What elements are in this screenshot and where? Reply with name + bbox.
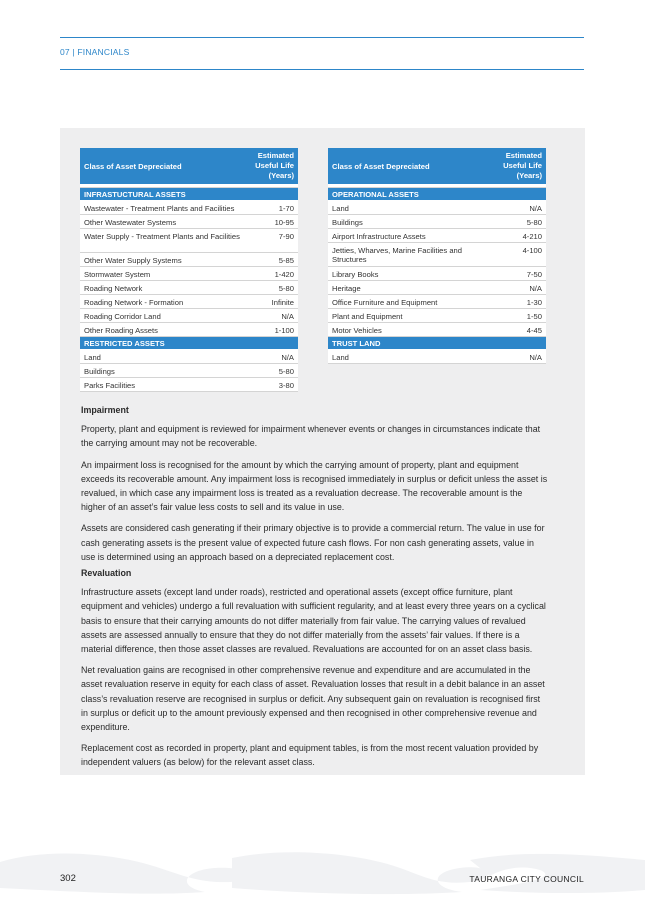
group-title-restricted: RESTRICTED ASSETS: [80, 336, 298, 349]
col-header-life-line3: (Years): [516, 171, 542, 180]
table-row: [80, 200, 298, 214]
table-row: [80, 377, 298, 391]
asset-life: N/A: [496, 200, 546, 214]
table-row: [328, 308, 546, 322]
left-asset-table: [80, 148, 298, 392]
table-row: [328, 242, 546, 266]
asset-life: 1-100: [248, 322, 298, 336]
impairment-paragraph-2: An impairment loss is recognised for the amount by which the carrying amount of property, plant and equipment exceeds its recoverable amount. Any impairment loss is recognised immediately in surplus or deficit unless the asset is revalued, in which case any impairment loss is treated as a revaluation decrease. The recoverable amount is the higher of an asset’s fair value less costs to sell and its value in use.: [81, 459, 548, 513]
table-row: [80, 294, 298, 308]
table-row: [328, 200, 546, 214]
footer-wave-decoration: [0, 848, 645, 898]
table-header-row: [328, 148, 546, 184]
table-row: [80, 322, 298, 336]
table-row: [328, 228, 546, 242]
page-number: 302: [60, 873, 76, 884]
council-name: TAURANGA CITY COUNCIL: [469, 874, 584, 884]
table-row: [80, 214, 298, 228]
col-header-life-line1: Estimated: [257, 151, 294, 160]
impairment-heading: Impairment: [81, 405, 129, 415]
asset-name: Water Supply - Treatment Plants and Facilities: [80, 228, 248, 252]
right-asset-table: [328, 148, 546, 364]
asset-name: Other Roading Assets: [80, 322, 248, 336]
impairment-section: [81, 403, 549, 571]
group-row: [80, 336, 298, 349]
table-row: [328, 294, 546, 308]
group-title-infrastructural: INFRASTUCTURAL ASSETS: [80, 187, 298, 200]
impairment-paragraph-1: Property, plant and equipment is reviewed for impairment whenever events or changes in circumstances indicate that the carrying amount may not be recoverable.: [81, 424, 541, 449]
header-rule-bottom: [60, 69, 584, 70]
table-row: [80, 363, 298, 377]
header-rule-top: [60, 37, 584, 38]
group-row: [80, 187, 298, 200]
col-header-life-line3: (Years): [268, 171, 294, 180]
section-label: 07 | FINANCIALS: [60, 47, 130, 57]
col-header-life: [496, 148, 546, 184]
revaluation-paragraph-2: Net revaluation gains are recognised in other comprehensive revenue and expenditure and are accumulated in the asset revaluation reserve in equity for each class of asset. Revaluation losses that result in a debit balance in an asset class’s revaluation reserve are recognised in surplus or deficit. Any subsequent gain on revaluation is recognised first in surplus or deficit up to the amount previously expensed and then recognised in other comprehensive revenue and expenditure.: [81, 665, 545, 733]
asset-name: Land: [80, 349, 248, 363]
col-header-class: Class of Asset Depreciated: [80, 148, 248, 184]
group-title-operational: OPERATIONAL ASSETS: [328, 187, 546, 200]
asset-life: N/A: [496, 280, 546, 294]
asset-name: Land: [328, 200, 496, 214]
col-header-life-line2: Useful Life: [503, 161, 542, 170]
asset-name: Other Water Supply Systems: [80, 252, 248, 266]
asset-name: Plant and Equipment: [328, 308, 496, 322]
asset-life: 4-45: [496, 322, 546, 336]
table-row: [328, 214, 546, 228]
asset-name: Buildings: [328, 214, 496, 228]
asset-life: 7-50: [496, 266, 546, 280]
asset-life: 3-80: [248, 377, 298, 391]
asset-name: Wastewater - Treatment Plants and Facilities: [80, 200, 248, 214]
asset-life: 5-80: [248, 280, 298, 294]
asset-life: N/A: [248, 349, 298, 363]
group-row: [328, 336, 546, 349]
asset-life: 1-70: [248, 200, 298, 214]
table-row: [80, 349, 298, 363]
asset-life: 4-210: [496, 228, 546, 242]
asset-name: Stormwater System: [80, 266, 248, 280]
asset-life: 5-80: [496, 214, 546, 228]
revaluation-section: [81, 566, 549, 777]
asset-life: 1-30: [496, 294, 546, 308]
table-row: [328, 280, 546, 294]
group-row: [328, 187, 546, 200]
table-row: [80, 252, 298, 266]
asset-life: 7-90: [248, 228, 298, 252]
asset-life: 5-80: [248, 363, 298, 377]
asset-name: Buildings: [80, 363, 248, 377]
impairment-paragraph-3: Assets are considered cash generating if their primary objective is to provide a commercial return. The value in use for cash generating assets is the present value of expected future cash flows. For non cash generating assets, value in use is determined using an approach based on a depreciated replacement cost.: [81, 523, 545, 562]
group-title-trust-land: TRUST LAND: [328, 336, 546, 349]
asset-name: Office Furniture and Equipment: [328, 294, 496, 308]
table-row: [328, 322, 546, 336]
asset-name: Parks Facilities: [80, 377, 248, 391]
revaluation-heading: Revaluation: [81, 568, 132, 578]
asset-life: N/A: [496, 349, 546, 363]
asset-name: Land: [328, 349, 496, 363]
asset-name: Roading Corridor Land: [80, 308, 248, 322]
table-row: [80, 266, 298, 280]
revaluation-paragraph-1: Infrastructure assets (except land under roads), restricted and operational assets (except office furniture, plant equipment and vehicles) undergo a full revaluation with sufficient regularity, and at least every three years on a cyclical basis to ensure that their carrying amounts do not differ materially from fair value. The carrying values of revalued assets are assessed annually to ensure that they do not differ materially from the assets’ fair values. If there is a material difference, then those asset classes are revalued. Revaluations are accounted for on an asset class basis.: [81, 587, 546, 655]
revaluation-paragraph-3: Replacement cost as recorded in property, plant and equipment tables, is from the most recent valuation provided by independent valuers (as below) for the relevant asset class.: [81, 743, 539, 768]
asset-name: Motor Vehicles: [328, 322, 496, 336]
asset-life: 4-100: [496, 242, 546, 266]
asset-name: Roading Network: [80, 280, 248, 294]
asset-life: 1-50: [496, 308, 546, 322]
asset-name: Heritage: [328, 280, 496, 294]
col-header-life-line2: Useful Life: [255, 161, 294, 170]
col-header-life: [248, 148, 298, 184]
asset-life: Infinite: [248, 294, 298, 308]
asset-name: Library Books: [328, 266, 496, 280]
asset-life: 10-95: [248, 214, 298, 228]
table-row: [80, 280, 298, 294]
asset-life: N/A: [248, 308, 298, 322]
col-header-life-line1: Estimated: [505, 151, 542, 160]
table-row: [328, 349, 546, 363]
table-row: [80, 228, 298, 252]
table-row: [80, 308, 298, 322]
asset-name: Jetties, Wharves, Marine Facilities and Structures: [328, 242, 496, 266]
asset-life: 1-420: [248, 266, 298, 280]
table-row: [328, 266, 546, 280]
asset-name: Other Wastewater Systems: [80, 214, 248, 228]
asset-name: Roading Network - Formation: [80, 294, 248, 308]
asset-life: 5-85: [248, 252, 298, 266]
table-header-row: [80, 148, 298, 184]
col-header-class: Class of Asset Depreciated: [328, 148, 496, 184]
asset-name: Airport Infrastructure Assets: [328, 228, 496, 242]
